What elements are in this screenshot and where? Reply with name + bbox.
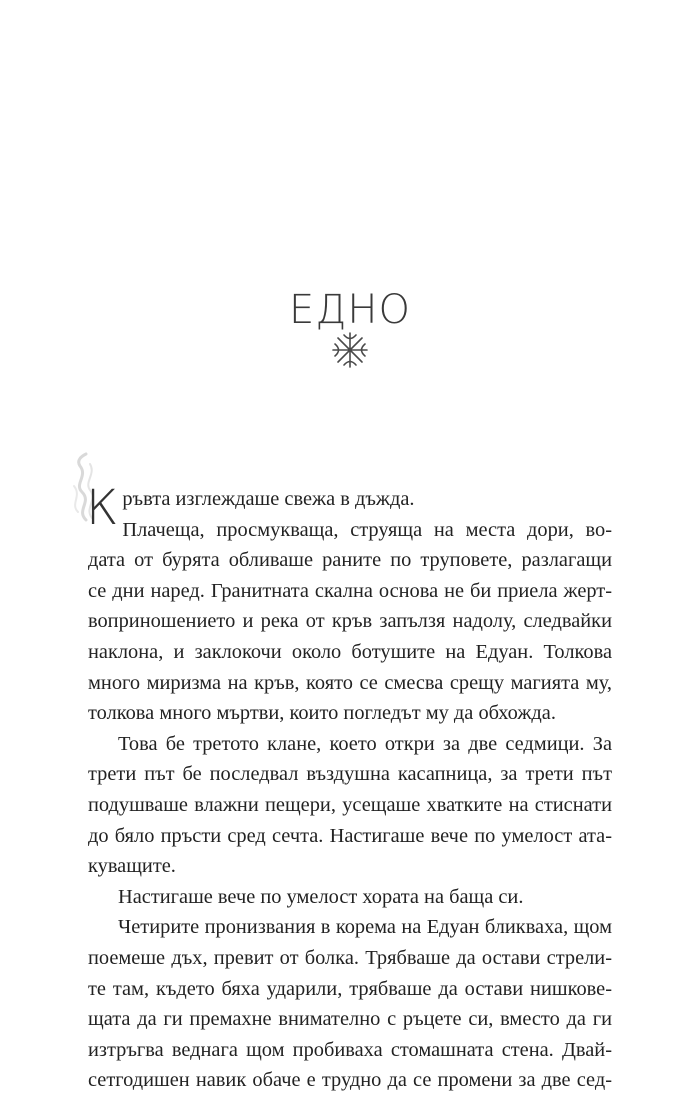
text-line: куващите. — [88, 855, 176, 878]
text-line: щата да ги премахне внимателно с ръцете си, вместо да ги — [88, 1008, 612, 1031]
text-line: Плачеща, просмукваща, струяща на места дори, во- — [122, 518, 612, 541]
text-line: трети път бе последвал въздушна касапница, за трети път — [88, 763, 612, 786]
chapter-body-text — [86, 480, 612, 1096]
text-line: воприношението и река от кръв запълзя надолу, следвайки — [88, 610, 612, 633]
text-line: изтръгва веднага щом пробиваха стомашната стена. Двай- — [88, 1038, 612, 1061]
first-line-text: ръвта изглеждаше свежа в дъжда. — [122, 488, 415, 510]
text-line: дата от бурята обливаше раните по труповете, разлагащи — [88, 549, 612, 572]
text-line: Това бе третото клане, което откри за две седмици. За — [118, 732, 612, 755]
text-line: Четирите пронизвания в корема на Едуан бликваха, щом — [118, 916, 612, 939]
text-line: подушваше влажни пещери, усещаше хватките на стиснати — [88, 793, 612, 816]
drop-cap-letter: К — [86, 480, 119, 536]
text-line: се дни наред. Гранитната скална основа не би приела жерт- — [88, 579, 612, 602]
text-line: много миризма на кръв, която се смесва срещу магията му, — [88, 671, 612, 694]
chapter-title: ЕДНО — [289, 287, 411, 333]
text-line: Настигаше вече по умелост хората на баща си. — [118, 885, 524, 908]
text-lines — [88, 515, 612, 1096]
asterisk-star-ornament-icon — [330, 330, 370, 370]
text-line: те там, където бяха ударили, трябваше да остави нишкове- — [88, 977, 612, 1000]
text-line: наклона, и заклокочи около ботушите на Едуан. Толкова — [88, 640, 612, 663]
text-line: до бяло пръсти сред сечта. Настигаше вече по умелост ата- — [88, 824, 612, 847]
text-line: поемеше дъх, превит от болка. Трябваше да остави стрели- — [88, 946, 612, 969]
text-line: сетгодишен навик обаче е трудно да се промени за две сед- — [88, 1069, 612, 1092]
text-line: толкова много мъртви, които погледът му да обхожда. — [88, 702, 556, 725]
